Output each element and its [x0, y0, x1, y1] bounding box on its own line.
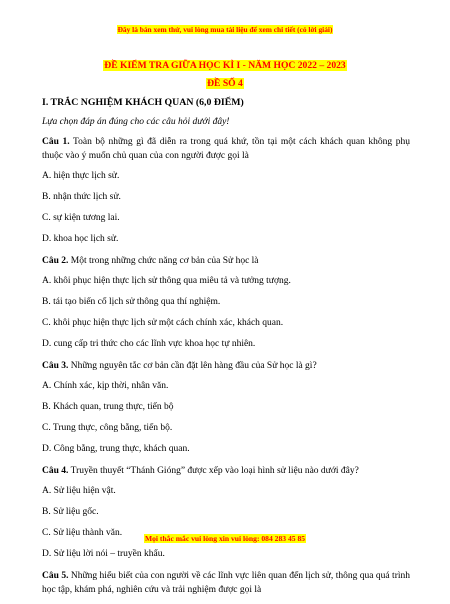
question-label: Câu 5. — [42, 571, 69, 581]
question-text: Những nguyên tắc cơ bản cần đặt lên hàng đầu của Sử học là gì? — [68, 361, 317, 371]
option-3d: D. Công bằng, trung thực, khách quan. — [42, 444, 190, 454]
option-1a: A. hiện thực lịch sử. — [42, 171, 120, 181]
instruction: Lựa chọn đáp án đúng cho các câu hỏi dưới đây! — [42, 117, 230, 127]
question-label: Câu 3. — [42, 361, 69, 371]
option-3a: A. Chính xác, kịp thời, nhân văn. — [42, 381, 169, 391]
question-4 — [42, 464, 410, 478]
option-4c: C. Sử liệu thành văn. — [42, 528, 123, 538]
question-3 — [42, 359, 410, 373]
exam-number-text: ĐỀ SỐ 4 — [207, 78, 243, 89]
option-4b: B. Sử liệu gốc. — [42, 507, 99, 517]
option-4a: A. Sử liệu hiện vật. — [42, 486, 116, 496]
question-5 — [42, 569, 410, 597]
option-1d: D. khoa học lịch sử. — [42, 234, 119, 244]
exam-content — [42, 97, 410, 604]
question-1 — [42, 135, 410, 163]
option-3b: B. Khách quan, trung thực, tiến bộ — [42, 402, 174, 412]
option-3c: C. Trung thực, công bằng, tiến bộ. — [42, 423, 173, 433]
option-2a: A. khôi phục hiện thực lịch sử thông qua miêu tả và tưởng tượng. — [42, 276, 291, 286]
section-title: I. TRẮC NGHIỆM KHÁCH QUAN (6,0 ĐIỂM) — [42, 97, 244, 108]
exam-title — [0, 60, 450, 72]
option-1b: B. nhận thức lịch sử. — [42, 192, 121, 202]
question-text: Những hiểu biết của con người về các lĩnh vực liên quan đến lịch sử, thông qua quá trình học tập, khám phá, nghiên cứu và trải nghiệm được gọi là — [42, 571, 410, 595]
footer-contact — [0, 534, 450, 543]
question-text: Toàn bộ những gì đã diễn ra trong quá khứ, tồn tại một cách khách quan không phụ thuộc vào ý muốn chủ quan của con người được gọi là — [42, 137, 410, 161]
question-label: Câu 4. — [42, 466, 69, 476]
option-2b: B. tái tạo biến cố lịch sử thông qua thí nghiệm. — [42, 297, 221, 307]
option-2c: C. khôi phục hiện thực lịch sử một cách chính xác, khách quan. — [42, 318, 284, 328]
exam-title-text: ĐỀ KIỂM TRA GIỮA HỌC KÌ I - NĂM HỌC 2022 – 2023 — [104, 60, 346, 71]
preview-notice — [0, 25, 450, 34]
footer-contact-text: Mọi thắc mắc vui lòng xin vui lòng: 084 283 45 85 — [144, 534, 306, 543]
option-2d: D. cung cấp tri thức cho các lĩnh vực khoa học tự nhiên. — [42, 339, 256, 349]
question-text: Một trong những chức năng cơ bản của Sử học là — [68, 256, 259, 266]
exam-number — [0, 78, 450, 90]
preview-notice-text: Đây là bản xem thử, vui lòng mua tài liệu để xem chi tiết (có lời giải) — [117, 25, 333, 34]
option-1c: C. sự kiện tương lai. — [42, 213, 120, 223]
question-label: Câu 1. — [42, 137, 70, 147]
question-text: Truyền thuyết “Thánh Gióng” được xếp vào loại hình sử liệu nào dưới đây? — [68, 466, 359, 476]
question-2 — [42, 254, 410, 268]
option-4d: D. Sử liệu lời nói – truyền khẩu. — [42, 549, 165, 559]
question-label: Câu 2. — [42, 256, 69, 266]
